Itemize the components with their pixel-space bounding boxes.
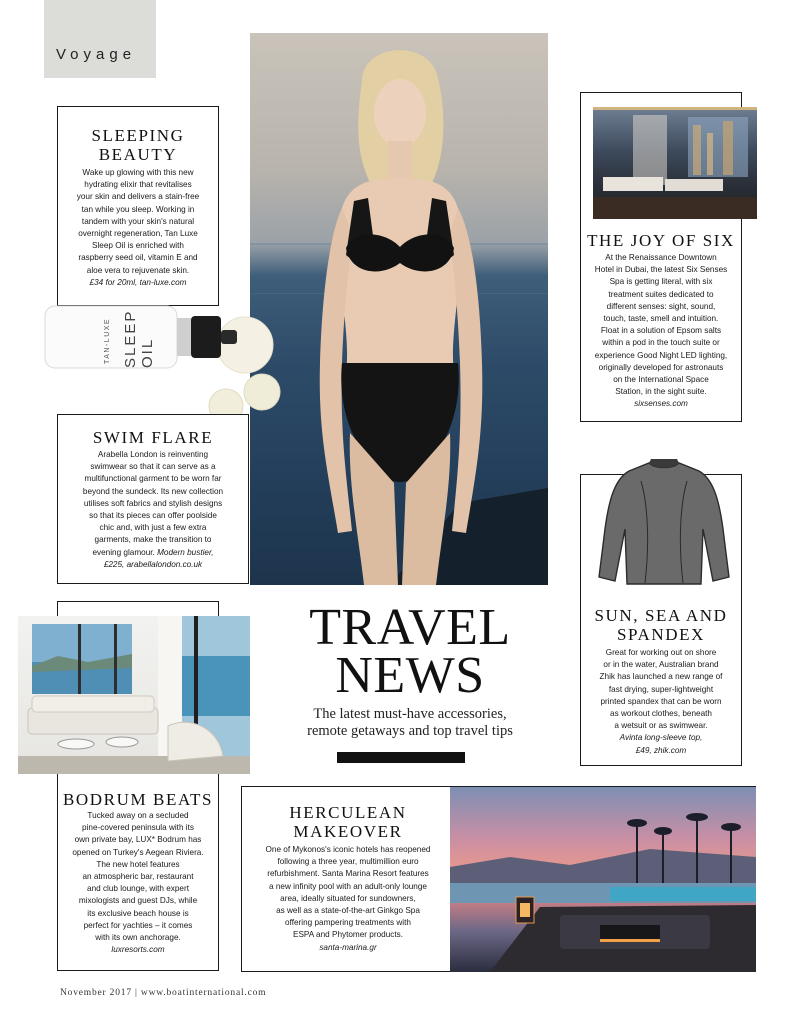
sleeping-beauty-title xyxy=(58,126,218,164)
body-line: Sleep Oil is enriched with xyxy=(92,241,184,251)
bodrum-beats-title: BODRUM BEATS xyxy=(62,790,214,809)
body-line: swimwear so that it can serve as a xyxy=(90,462,216,472)
body-line: Zhik has launched a new range of xyxy=(599,672,723,682)
body-line: utilises soft fabrics and stylish designs xyxy=(83,498,223,508)
lounge-illustration xyxy=(18,616,250,774)
body-line: following a three year, multimillion euro xyxy=(277,857,419,867)
travel-news-subtitle xyxy=(270,706,550,740)
swim-flare-credit: £225, arabellalondon.co.uk xyxy=(103,559,203,569)
body-line: Float in a solution of Epsom salts xyxy=(600,326,722,336)
title-divider-bar xyxy=(337,752,465,763)
herculean-title-line1: HERCULEAN xyxy=(289,803,407,822)
body-line: Spa is getting literal, with six xyxy=(609,277,713,287)
body-line: experience Good Night LED lighting, xyxy=(594,350,728,360)
joy-of-six-body xyxy=(581,252,741,411)
bottle-product-label: SLEEP OIL xyxy=(122,309,156,368)
body-line: Arabella London is reinventing xyxy=(97,450,209,459)
spandex-credit-line1: Avinta long-sleeve top, xyxy=(619,733,703,743)
bodrum-beats-body xyxy=(58,810,218,956)
spandex-title-line2: SPANDEX xyxy=(616,625,706,644)
body-line: chic and, with just a few extra xyxy=(99,523,207,533)
body-line: Hotel in Dubai, the latest Six Senses xyxy=(594,265,728,275)
body-line: as well as a state-of-the-art Ginkgo Spa xyxy=(276,906,420,916)
body-line: and club lounge, with expert xyxy=(87,884,189,894)
swim-flare-box xyxy=(57,414,249,584)
body-line: opened on Turkey's Aegean Riviera. xyxy=(72,847,204,857)
herculean-box xyxy=(241,786,756,972)
body-line: multifunctional garment to be worn far xyxy=(84,474,222,484)
spa-illustration xyxy=(593,107,757,219)
body-line: your skin and delivers a stain-free xyxy=(76,192,200,202)
section-tab xyxy=(44,0,156,78)
body-line: a new infinity pool with an adult-only lounge xyxy=(269,881,427,891)
body-line: tandem with your skin's natural xyxy=(81,216,195,226)
spandex-title-line1: SUN, SEA AND xyxy=(594,606,728,625)
santa-marina-resort-photo xyxy=(450,787,756,972)
travel-news-title-line1: TRAVEL xyxy=(309,599,511,656)
sleeping-beauty-title-line2: BEAUTY xyxy=(98,145,178,164)
bodrum-lounge-photo xyxy=(18,616,250,774)
body-line: pine-covered peninsula with its xyxy=(82,823,194,833)
body-line: hydrating elixir that revitalises xyxy=(84,180,192,190)
swim-flare-title: SWIM FLARE xyxy=(92,428,214,447)
body-line: At the Renaissance Downtown xyxy=(605,253,717,262)
travel-news-title xyxy=(252,599,568,704)
joy-of-six-title: THE JOY OF SIX xyxy=(587,231,735,250)
body-line: own private bay, LUX* Bodrum has xyxy=(74,835,202,845)
spandex-top-illustration xyxy=(589,459,739,589)
body-line: originally developed for astronauts xyxy=(598,362,724,372)
main-swimwear-photo xyxy=(250,33,548,585)
model-figure xyxy=(250,33,548,585)
page-footer: November 2017 | www.boatinternational.com xyxy=(60,988,267,998)
body-line: tan while you sleep. Working in xyxy=(81,204,195,214)
body-line: aloe vera to rejuvenate skin. xyxy=(86,265,190,275)
joy-of-six-credit: sixsenses.com xyxy=(634,399,688,409)
body-line: on the International Space xyxy=(613,375,709,385)
bottle-brand-label: TAN-LUXE xyxy=(104,317,111,364)
travel-news-title-line2: NEWS xyxy=(335,647,485,704)
spa-suite-photo xyxy=(593,107,757,219)
body-line: an atmospheric bar, restaurant xyxy=(82,872,194,882)
spandex-body xyxy=(581,647,741,757)
herculean-title-line2: MAKEOVER xyxy=(293,822,403,841)
body-line: or in the water, Australian brand xyxy=(603,660,719,670)
sleeping-beauty-credit: £34 for 20ml, tan-luxe.com xyxy=(89,277,187,287)
body-line: Station, in the sight suite. xyxy=(615,387,707,397)
body-line: overnight regeneration, Tan Luxe xyxy=(78,229,198,239)
subtitle-line2: remote getaways and top travel tips xyxy=(307,723,513,739)
sleeping-beauty-body xyxy=(58,167,218,289)
bodrum-beats-credit: luxresorts.com xyxy=(111,945,165,955)
spandex-box xyxy=(580,474,742,766)
sleeping-beauty-box xyxy=(57,106,219,306)
body-line: refurbishment. Santa Marina Resort features xyxy=(267,869,429,879)
body-line xyxy=(58,547,248,559)
sleep-oil-product-image xyxy=(40,300,290,430)
body-line: its exclusive beach house is xyxy=(87,908,189,918)
body-line: raspberry seed oil, vitamin E and xyxy=(78,253,198,263)
body-line: beyond the sundeck. Its new collection xyxy=(82,486,224,496)
body-line: Tucked away on a secluded xyxy=(87,811,189,820)
body-line: area, ideally situated for sundowners, xyxy=(280,893,416,903)
body-line: garments, make the transition to xyxy=(94,535,212,545)
swim-flare-body xyxy=(58,449,248,571)
sleeping-beauty-title-line1: SLEEPING xyxy=(91,126,185,145)
spandex-credit-line2: £49, zhik.com xyxy=(635,745,687,755)
body-line: fast drying, super-lightweight xyxy=(608,684,714,694)
body-line: so that its pieces can offer poolside xyxy=(89,511,217,521)
body-line: The new hotel features xyxy=(96,859,180,869)
herculean-text xyxy=(242,803,454,954)
body-line: as workout clothes, beneath xyxy=(610,709,712,719)
body-line: within a pod in the touch suite or xyxy=(602,338,720,348)
spandex-title xyxy=(581,606,741,644)
body-line: ESPA and Phytomer products. xyxy=(293,930,403,940)
body-line-italic: Modern bustier, xyxy=(157,547,214,557)
herculean-credit: santa-marina.gr xyxy=(319,942,377,952)
body-line: a wetsuit or as swimwear. xyxy=(614,721,708,731)
herculean-title xyxy=(242,803,454,841)
body-line: perfect for yachties – it comes xyxy=(83,920,193,930)
long-sleeve-top-image xyxy=(589,459,739,589)
body-line: different senses: sight, sound, xyxy=(606,301,716,311)
body-line: printed spandex that can be worn xyxy=(600,696,722,706)
resort-illustration xyxy=(450,787,756,972)
body-line: mixologists and guest DJs, while xyxy=(78,896,198,906)
body-line-plain: evening glamour. xyxy=(92,547,158,557)
body-line: with its own anchorage. xyxy=(95,933,181,943)
body-line: touch, taste, smell and intuition. xyxy=(603,314,719,324)
section-label: Voyage xyxy=(56,46,137,63)
body-line: Wake up glowing with this new xyxy=(82,168,194,177)
herculean-body xyxy=(242,844,454,954)
subtitle-line1: The latest must-have accessories, xyxy=(313,706,507,722)
body-line: treatment suites dedicated to xyxy=(608,289,714,299)
body-line: offering pampering treatments with xyxy=(285,918,411,928)
body-line: One of Mykonos's iconic hotels has reopened xyxy=(265,845,431,854)
joy-of-six-box xyxy=(580,92,742,422)
body-line: Great for working out on shore xyxy=(605,648,717,657)
